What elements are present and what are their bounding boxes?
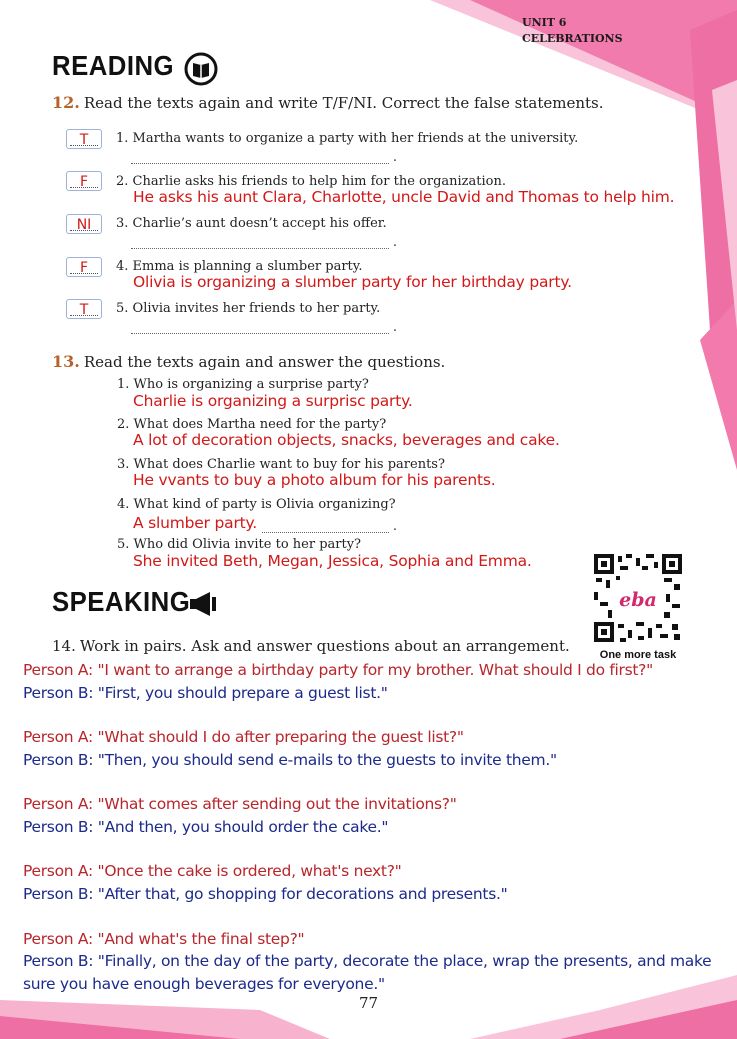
statement-2: 2. Charlie asks his friends to help him for the organization. xyxy=(116,174,506,189)
correction-2: He asks his aunt Clara, Charlotte, uncle David and Thomas to help him. xyxy=(133,188,675,206)
answer-3: He vvants to buy a photo album for his parents. xyxy=(133,471,496,489)
qr-code[interactable] xyxy=(594,554,682,642)
page-number: 77 xyxy=(358,994,379,1012)
question-4: 4. What kind of party is Olivia organizing? xyxy=(117,497,396,512)
exercise-14-instruction: 14. Work in pairs. Ask and answer questions about an arrangement. xyxy=(52,637,570,655)
dialogue-a-3: Person A: "What comes after sending out the invitations?" xyxy=(23,795,457,813)
dialogue-b-4: Person B: "After that, go shopping for decorations and presents." xyxy=(23,885,508,903)
answer-box-1[interactable]: T xyxy=(66,129,102,149)
dialogue-a-1: Person A: "I want to arrange a birthday party for my brother. What should I do first?" xyxy=(23,661,653,679)
exercise-12-instruction: 12. Read the texts again and write T/F/NI. Correct the false statements. xyxy=(52,93,604,112)
dialogue-a-5: Person A: "And what's the final step?" xyxy=(23,930,305,948)
statement-4: 4. Emma is planning a slumber party. xyxy=(116,259,363,274)
answer-box-3[interactable]: NI xyxy=(66,214,102,234)
answer-4: A slumber party. xyxy=(133,514,257,532)
question-2: 2. What does Martha need for the party? xyxy=(117,417,387,432)
question-1: 1. Who is organizing a surprise party? xyxy=(117,377,369,392)
answer-5: She invited Beth, Megan, Jessica, Sophia and Emma. xyxy=(133,552,532,570)
dialogue-b-3: Person B: "And then, you should order the cake." xyxy=(23,818,389,836)
correction-line-3[interactable] xyxy=(131,248,389,249)
exercise-13-instruction: 13. Read the texts again and answer the questions. xyxy=(52,352,446,371)
correction-4: Olivia is organizing a slumber party for her birthday party. xyxy=(133,273,572,291)
answer-box-5[interactable]: T xyxy=(66,299,102,319)
answer-box-2[interactable]: F xyxy=(66,171,102,191)
correction-line-1[interactable] xyxy=(131,163,389,164)
unit-number: UNIT 6 xyxy=(522,16,567,29)
question-5: 5. Who did Olivia invite to her party? xyxy=(117,537,362,552)
question-3: 3. What does Charlie want to buy for his parents? xyxy=(117,457,445,472)
dialogue-b-5-line-1: Person B: "Finally, on the day of the party, decorate the place, wrap the presents, and make xyxy=(23,952,712,970)
correction-line-5[interactable] xyxy=(131,333,389,334)
unit-topic: CELEBRATIONS xyxy=(522,32,623,45)
dialogue-a-4: Person A: "Once the cake is ordered, what's next?" xyxy=(23,862,402,880)
answer-2: A lot of decoration objects, snacks, beverages and cake. xyxy=(133,431,560,449)
qr-caption: One more task xyxy=(599,649,677,661)
answer-box-4[interactable]: F xyxy=(66,257,102,277)
dialogue-a-2: Person A: "What should I do after preparing the guest list?" xyxy=(23,728,464,746)
statement-3: 3. Charlie’s aunt doesn’t accept his offer. xyxy=(116,216,387,231)
answer-line-4 xyxy=(262,532,389,533)
dialogue-b-1: Person B: "First, you should prepare a guest list." xyxy=(23,684,388,702)
book-icon xyxy=(184,52,218,86)
speaking-title: SPEAKING xyxy=(52,586,191,617)
dialogue-b-5-line-2: sure you have enough beverages for everyone." xyxy=(23,975,385,993)
dialogue-b-2: Person B: "Then, you should send e-mails to the guests to invite them." xyxy=(23,751,557,769)
megaphone-icon xyxy=(188,588,220,620)
statement-1: 1. Martha wants to organize a party with her friends at the university. xyxy=(116,131,579,146)
qr-logo: eba xyxy=(619,589,657,611)
reading-title: READING xyxy=(52,50,175,81)
unit-header xyxy=(522,15,623,47)
statement-5: 5. Olivia invites her friends to her party. xyxy=(116,301,381,316)
answer-1: Charlie is organizing a surprisc party. xyxy=(133,392,413,410)
